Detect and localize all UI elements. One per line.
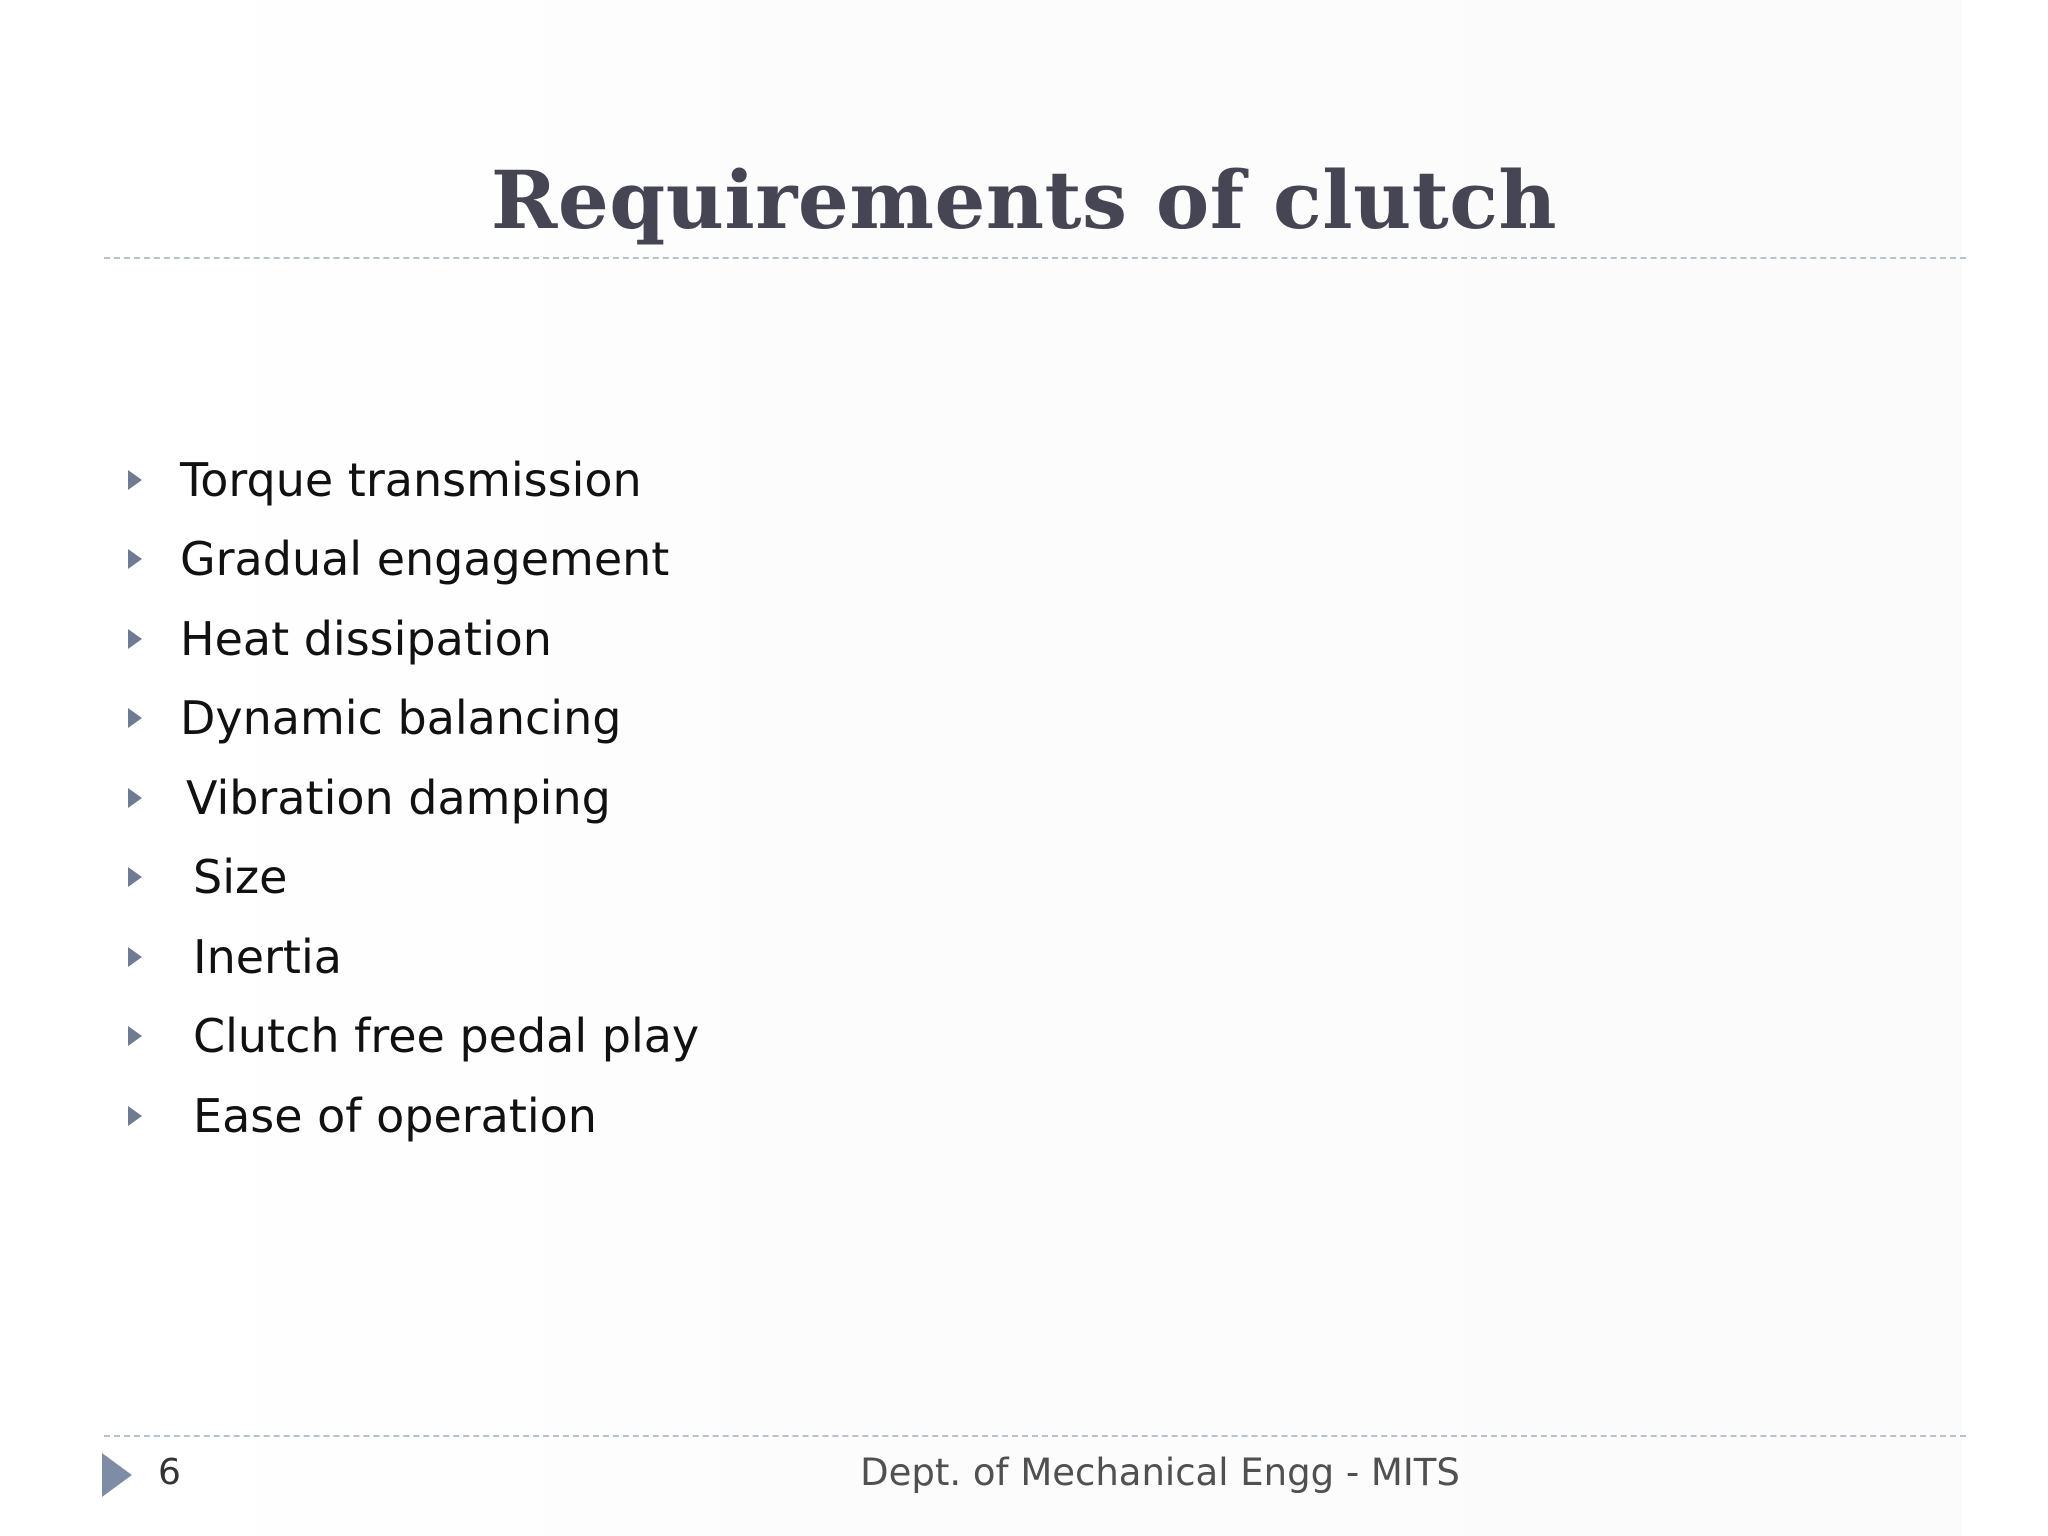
bullet-label: Clutch free pedal play [193,1009,700,1064]
footer-text: Dept. of Mechanical Engg - MITS [860,1451,1460,1494]
bullet-label: Dynamic balancing [180,691,622,746]
triangle-right-icon [128,1106,142,1126]
bullet-item [118,440,699,520]
bullet-label: Torque transmission [180,452,642,507]
bullet-label: Gradual engagement [180,532,670,587]
title-divider [104,257,1966,259]
triangle-right-icon [128,629,142,649]
bullet-label: Ease of operation [193,1088,597,1143]
triangle-right-icon [128,708,142,728]
triangle-right-icon [128,947,142,967]
bullet-item [118,599,699,679]
bullet-item [118,520,699,600]
triangle-right-icon [128,867,142,887]
bullet-item [118,679,699,759]
triangle-right-icon [128,788,142,808]
footer-divider [104,1435,1966,1437]
page-number: 6 [158,1452,181,1493]
bullet-item [118,917,699,997]
bullet-label: Inertia [193,929,342,984]
bullet-item [118,997,699,1077]
bullet-item [118,838,699,918]
bullet-item [118,1076,699,1156]
bullet-label: Heat dissipation [180,611,552,666]
bullet-label: Vibration damping [186,770,611,825]
bullet-label: Size [193,850,288,905]
bullet-item [118,758,699,838]
bullet-list [118,440,699,1156]
triangle-right-icon [128,549,142,569]
slide-title: Requirements of clutch [490,153,1558,247]
triangle-right-icon [128,470,142,490]
triangle-right-icon [128,1026,142,1046]
